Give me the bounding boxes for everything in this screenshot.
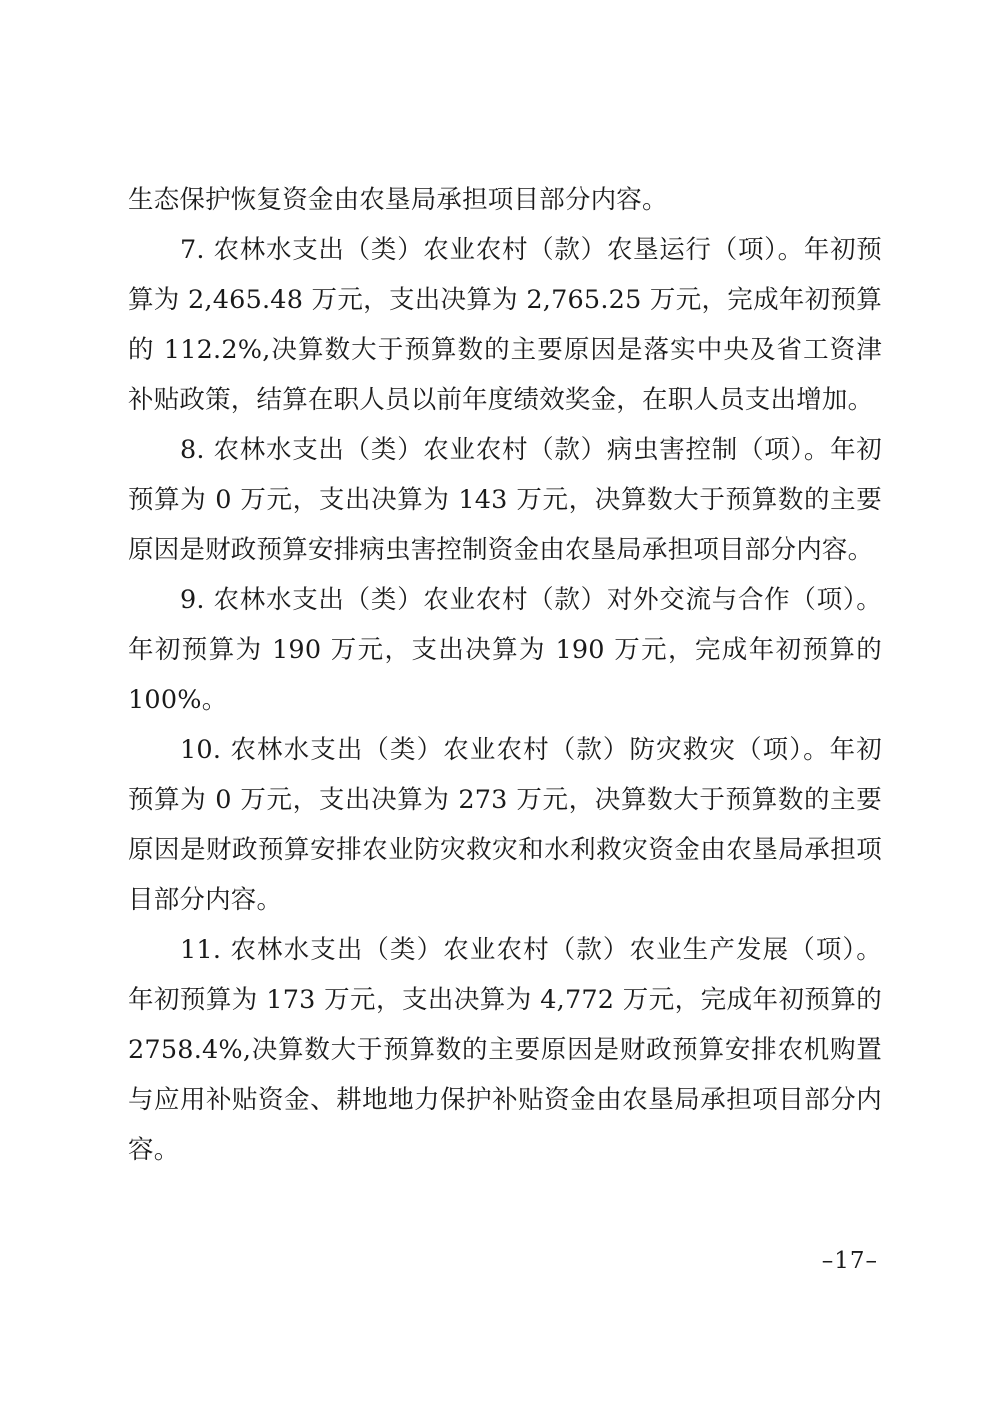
paragraph-item-7: 7. 农林水支出（类）农业农村（款）农垦运行（项）。年初预算为 2,465.48 万元，支出决算为 2,765.25 万元，完成年初预算的 112.2%,决算数大于预算数的主要原因是落实中央及省工资津补贴政策，结算在职人员以前年度绩效奖金，在职人员支出增加。	[128, 235, 882, 415]
paragraph-item-8: 8. 农林水支出（类）农业农村（款）病虫害控制（项）。年初预算为 0 万元，支出决算为 143 万元，决算数大于预算数的主要原因是财政预算安排病虫害控制资金由农垦局承担项目部分内容。	[128, 435, 882, 565]
document-body	[128, 175, 882, 1175]
paragraph-item-10: 10. 农林水支出（类）农业农村（款）防灾救灾（项）。年初预算为 0 万元，支出决算为 273 万元，决算数大于预算数的主要原因是财政预算安排农业防灾救灾和水利救灾资金由农垦局承担项目部分内容。	[128, 735, 882, 915]
paragraph-continuation: 生态保护恢复资金由农垦局承担项目部分内容。	[128, 185, 668, 215]
paragraph-item-11: 11. 农林水支出（类）农业农村（款）农业生产发展（项）。年初预算为 173 万元，支出决算为 4,772 万元，完成年初预算的 2758.4%,决算数大于预算数的主要原因是财政预算安排农机购置与应用补贴资金、耕地地力保护补贴资金由农垦局承担项目部分内容。	[128, 935, 882, 1165]
page-number: –17–	[821, 1248, 878, 1274]
paragraph-item-9: 9. 农林水支出（类）农业农村（款）对外交流与合作（项）。年初预算为 190 万元，支出决算为 190 万元，完成年初预算的 100%。	[128, 585, 882, 715]
